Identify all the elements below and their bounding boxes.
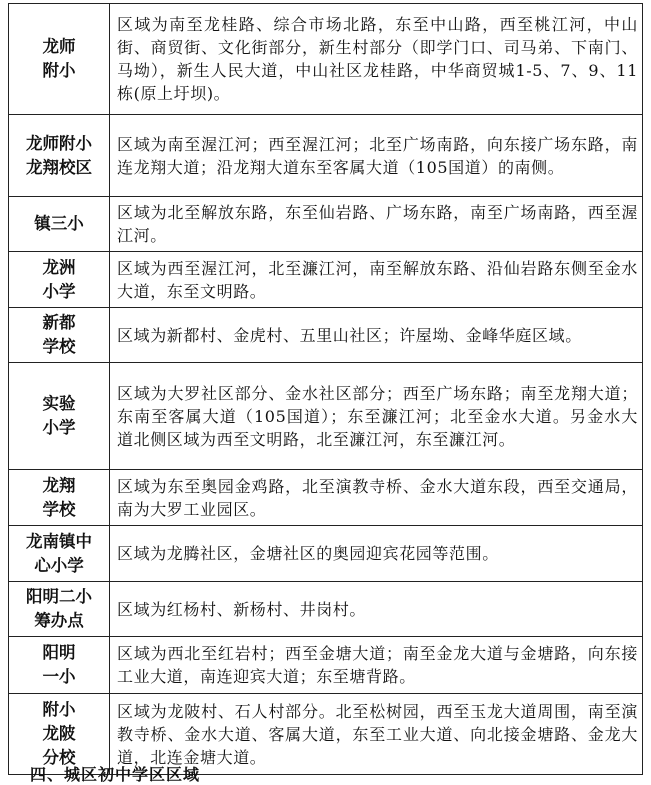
school-name-line: 龙翔校区 xyxy=(26,157,92,177)
table-row xyxy=(9,115,643,197)
zone-area-cell: 区域为南至渥江河；西至渥江河；北至广场南路，向东接广场东路，南连龙翔大道；沿龙翔大道东至客属大道（105国道）的南侧。 xyxy=(110,115,643,197)
school-name-line: 一小 xyxy=(42,667,76,686)
school-name-line: 龙陂 xyxy=(42,724,76,743)
table-row xyxy=(9,526,643,582)
zone-area-cell: 区域为南至龙桂路、综合市场北路，东至中山路，西至桃江河，中山街、商贸街、文化街部分，新生村部分（即学门口、司马弟、下南门、马坳），新生人民大道，中山社区龙桂路，中华商贸城1-5、7、9、11栋(原上圩坝)。 xyxy=(110,4,643,115)
school-name-line: 阳明二小 xyxy=(26,587,92,606)
school-name-line: 学校 xyxy=(42,499,76,519)
school-name-cell xyxy=(9,308,110,363)
zone-area-cell: 区域为龙陂村、石人村部分。北至松树园，西至玉龙大道周围，南至演教寺桥、金水大道、客属大道，东至工业大道、向北接金塘路、金龙大道，北连金塘大道。 xyxy=(110,694,643,775)
school-name-line: 筹办点 xyxy=(34,611,84,630)
zone-area-cell: 区域为红杨村、新杨村、井岗村。 xyxy=(110,582,643,637)
table-row xyxy=(9,197,643,252)
school-name-line: 附小 xyxy=(42,700,76,719)
zone-area-cell: 区域为新都村、金虎村、五里山社区；许屋坳、金峰华庭区域。 xyxy=(110,308,643,363)
table-row xyxy=(9,582,643,637)
school-name-cell xyxy=(9,363,110,470)
school-name-line: 心小学 xyxy=(34,555,84,575)
section-caption: 四、城区初中学区区域 xyxy=(30,765,201,784)
school-name-line: 阳明 xyxy=(42,643,76,662)
zone-area-cell: 区域为西至渥江河，北至濂江河，南至解放东路、沿仙岩路东侧至金水大道，东至文明路。 xyxy=(110,252,643,308)
table-row xyxy=(9,470,643,526)
school-name-line: 小学 xyxy=(42,281,76,301)
school-name-line: 龙师附小 xyxy=(26,133,92,153)
table-row xyxy=(9,637,643,694)
school-name-cell xyxy=(9,526,110,582)
table-row xyxy=(9,4,643,115)
school-name-line: 龙师 xyxy=(42,37,76,56)
school-name-cell xyxy=(9,197,110,252)
zone-area-cell: 区域为龙腾社区，金塘社区的奥园迎宾花园等范围。 xyxy=(110,526,643,582)
zone-area-cell: 区域为北至解放东路，东至仙岩路、广场东路，南至广场南路，西至渥江河。 xyxy=(110,197,643,252)
school-name-line: 附小 xyxy=(42,61,76,80)
table-row xyxy=(9,308,643,363)
school-name-cell xyxy=(9,582,110,637)
zone-area-cell: 区域为西北至红岩村；西至金塘大道；南至金龙大道与金塘路，向东接工业大道，南连迎宾大道；东至塘背路。 xyxy=(110,637,643,694)
school-name-line: 分校 xyxy=(42,748,76,767)
school-name-cell xyxy=(9,252,110,308)
school-name-line: 学校 xyxy=(42,337,76,356)
school-name-line: 龙洲 xyxy=(42,257,76,277)
school-name-line: 镇三小 xyxy=(34,214,84,233)
school-name-cell xyxy=(9,115,110,197)
school-name-cell xyxy=(9,4,110,115)
table-row xyxy=(9,363,643,470)
school-name-line: 新都 xyxy=(42,313,76,332)
table-row xyxy=(9,252,643,308)
school-name-cell xyxy=(9,470,110,526)
school-name-line: 龙翔 xyxy=(42,475,76,495)
school-name-line: 龙南镇中 xyxy=(26,531,92,551)
school-name-line: 小学 xyxy=(42,418,76,437)
zone-area-cell: 区域为大罗社区部分、金水社区部分；西至广场东路；南至龙翔大道；东南至客属大道（105国道）；东至濂江河；北至金水大道。另金水大道北侧区域为西至文明路，北至濂江河，东至濂江河。 xyxy=(110,363,643,470)
school-zone-table xyxy=(8,3,643,775)
school-name-line: 实验 xyxy=(42,394,76,413)
school-name-cell xyxy=(9,637,110,694)
zone-area-cell: 区域为东至奥园金鸡路，北至演教寺桥、金水大道东段，西至交通局，南为大罗工业园区。 xyxy=(110,470,643,526)
